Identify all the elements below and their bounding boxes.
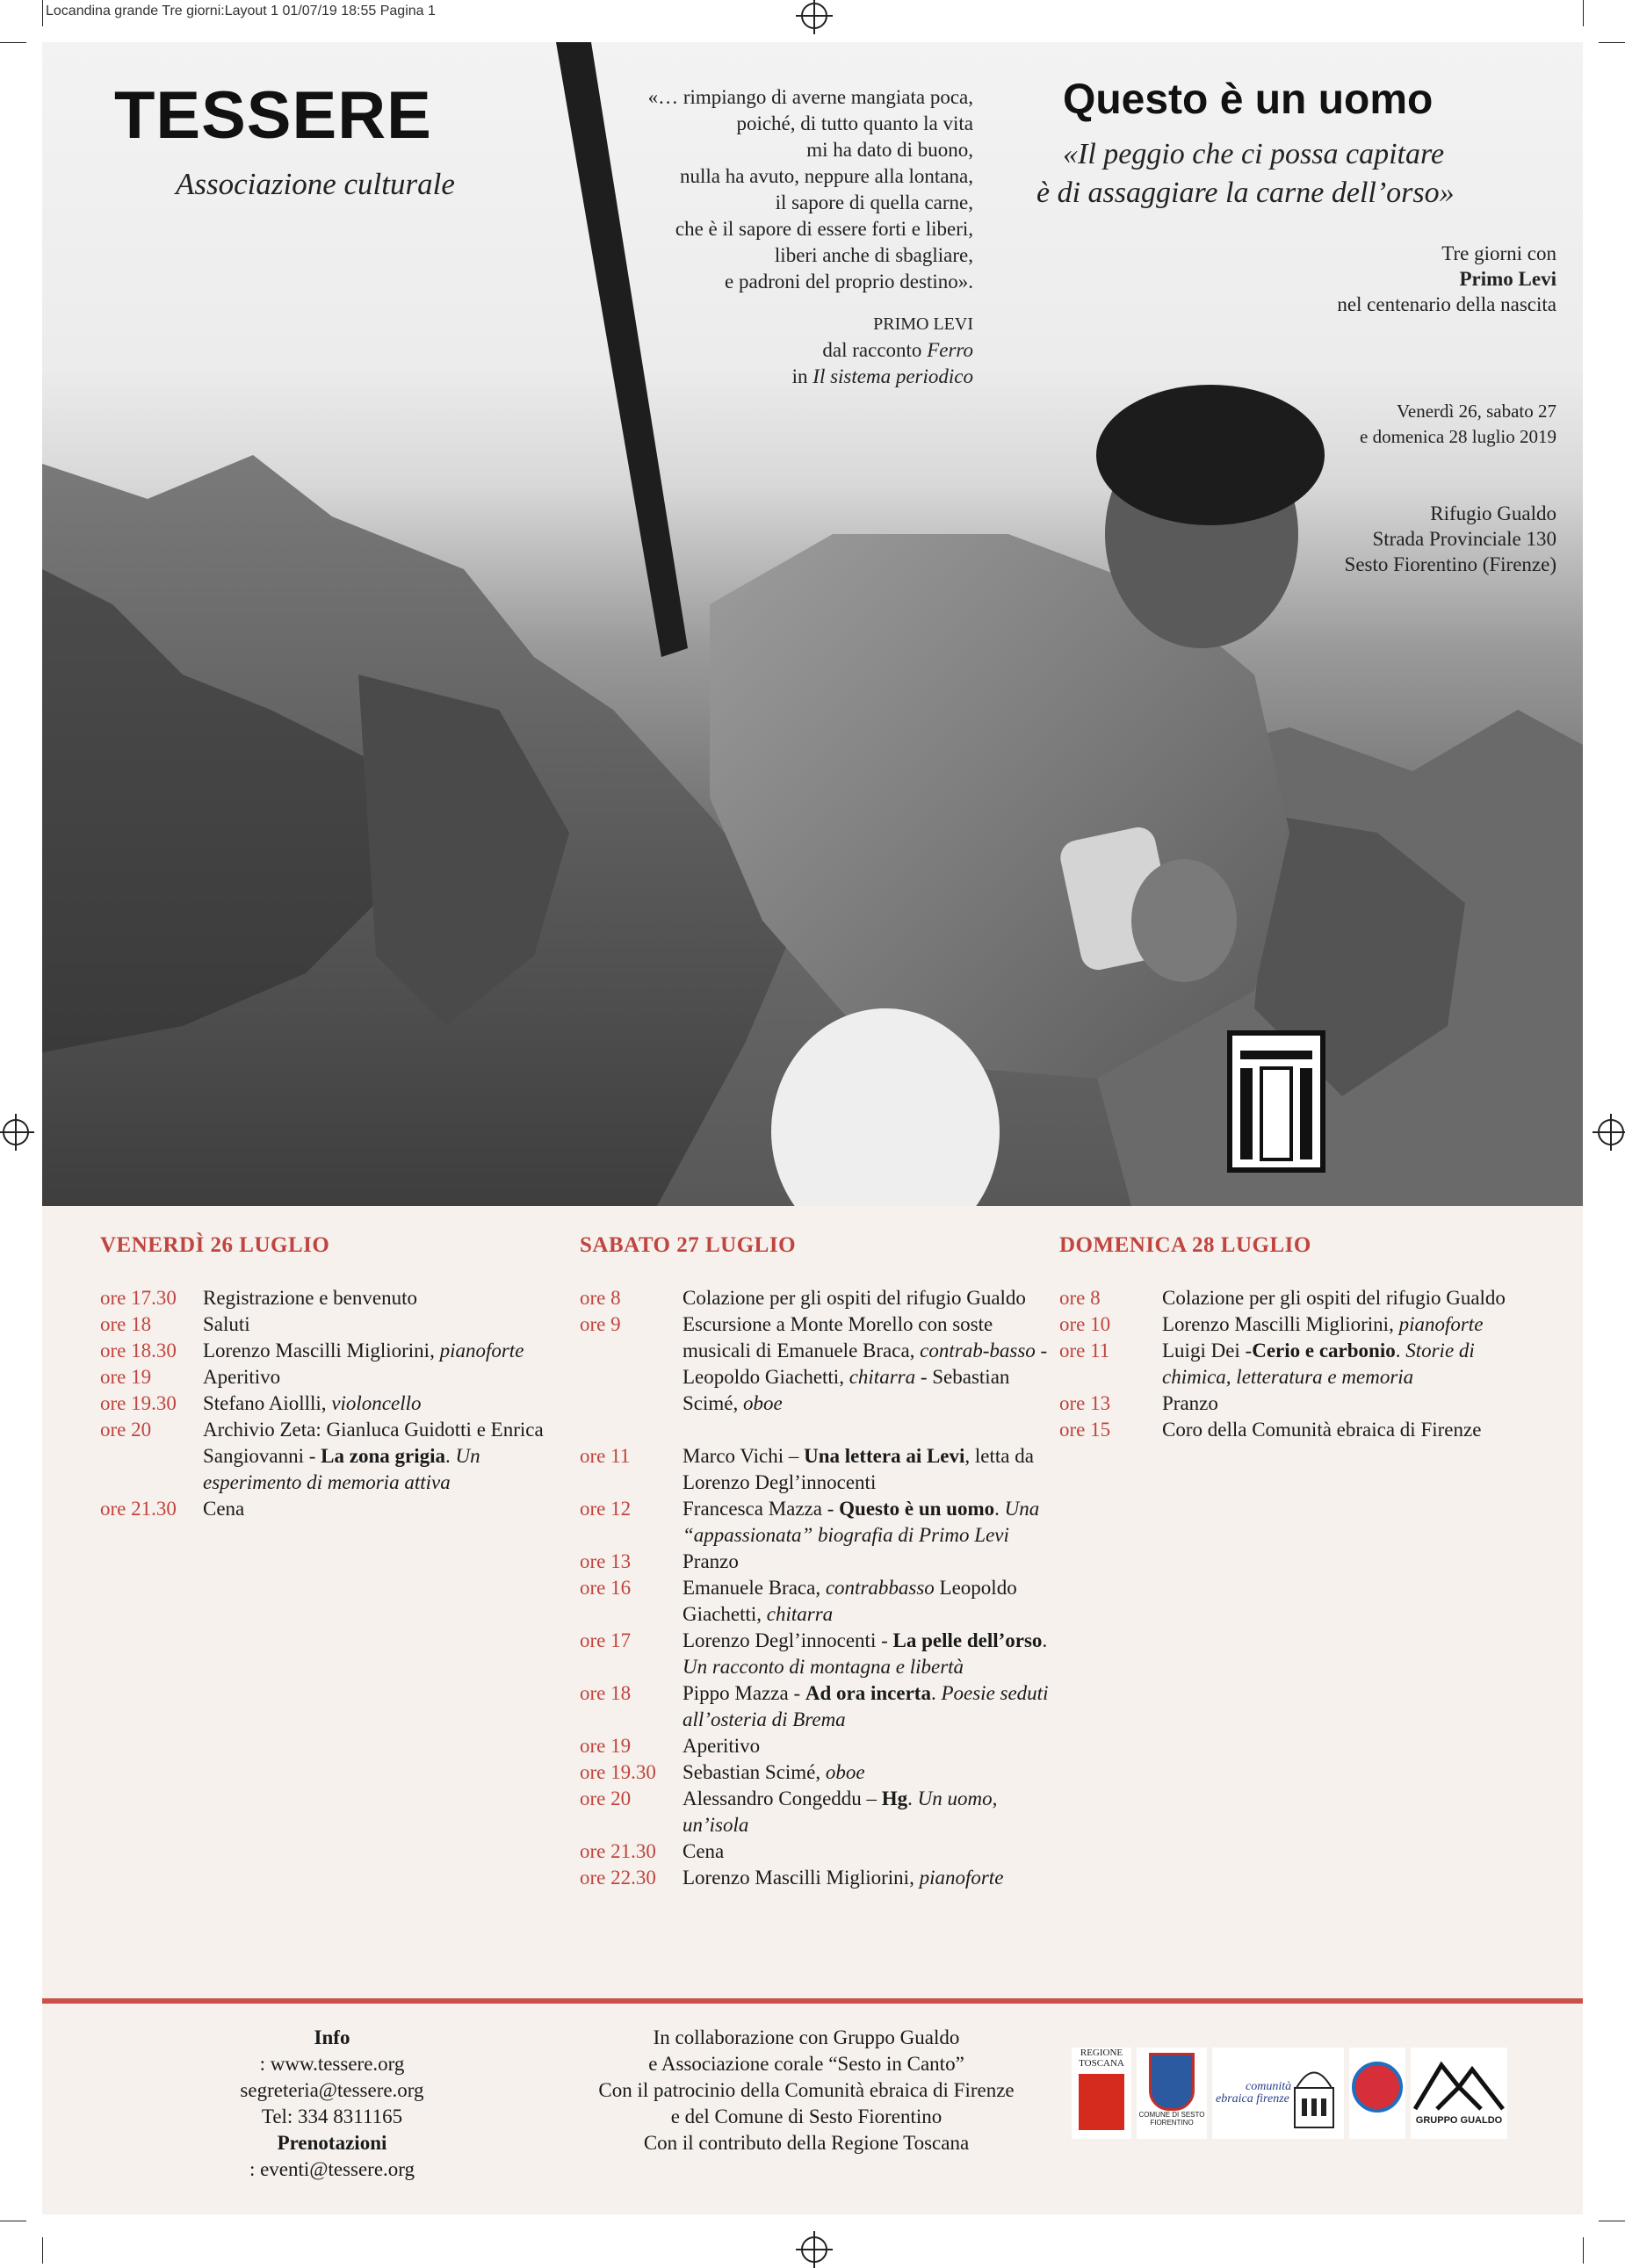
schedule-item	[100, 1311, 574, 1338]
event-place: Rifugio Gualdo Strada Provinciale 130 Sesto Fiorentino (Firenze)	[1344, 502, 1556, 575]
schedule-item	[580, 1311, 1054, 1417]
schedule-time: ore 8	[1059, 1287, 1101, 1309]
spacer	[580, 1417, 1054, 1443]
schedule-activity	[682, 1285, 1054, 1311]
pegasus-icon	[1079, 2074, 1124, 2130]
activity-text: chitarra	[849, 1366, 916, 1388]
activity-text: chitarra	[766, 1603, 834, 1625]
sesto-in-canto-logo	[1349, 2048, 1405, 2139]
schedule-item	[580, 1285, 1054, 1311]
activity-text: .	[1042, 1629, 1048, 1651]
schedule-item	[100, 1496, 574, 1522]
activity-text: Cena	[203, 1498, 245, 1520]
activity-text: Escursione a Monte Morello con soste musicali di Emanuele Braca,	[682, 1313, 993, 1362]
registration-mark-icon	[1598, 1119, 1624, 1145]
activity-text: Luigi Dei -	[1162, 1340, 1253, 1362]
quote-line: il sapore di quella carne,	[775, 191, 973, 213]
org-title: TESSERE	[114, 78, 432, 153]
schedule-activity	[682, 1443, 1054, 1496]
activity-text: Pippo Mazza -	[682, 1682, 805, 1704]
schedule-item	[1059, 1338, 1534, 1390]
activity-text: Cerio e carbonio	[1252, 1340, 1396, 1362]
registration-mark-icon	[801, 2236, 827, 2263]
quote-author: PRIMO LEVI	[873, 314, 973, 334]
quote-line: poiché, di tutto quanto la vita	[736, 112, 973, 134]
day-column-sunday	[1059, 1232, 1534, 1443]
schedule-item	[100, 1417, 574, 1496]
activity-text: oboe	[825, 1761, 865, 1783]
schedule-activity	[682, 1865, 1054, 1891]
activity-text: Lorenzo Mascilli Migliorini,	[682, 1867, 920, 1889]
schedule-time: ore 18	[100, 1313, 152, 1335]
schedule-item	[580, 1759, 1054, 1786]
schedule-item	[100, 1390, 574, 1417]
booking-email[interactable]: : eventi@tessere.org	[249, 2158, 415, 2180]
crop-mark	[42, 0, 43, 26]
day-heading: SABATO 27 LUGLIO	[580, 1233, 797, 1257]
schedule-time: ore 10	[1059, 1313, 1111, 1335]
activity-text: pianoforte	[919, 1867, 1004, 1889]
schedule-item	[580, 1733, 1054, 1759]
booking-label: Prenotazioni	[277, 2132, 387, 2154]
activity-text: Saluti	[203, 1313, 250, 1335]
activity-text: Emanuele Braca,	[682, 1577, 826, 1599]
crop-mark	[1583, 0, 1584, 26]
quote-source-2: in Il sistema periodico	[791, 365, 973, 387]
activity-text: Lorenzo Mascilli Migliorini,	[1162, 1313, 1399, 1335]
schedule-activity	[682, 1496, 1054, 1549]
registration-mark-icon	[3, 1119, 29, 1145]
mountain-icon	[1411, 2048, 1507, 2118]
schedule-time: ore 19.30	[100, 1392, 177, 1414]
activity-text: .	[994, 1498, 1005, 1520]
activity-text: Colazione per gli ospiti del rifugio Gualdo	[682, 1287, 1026, 1309]
schedule-activity	[682, 1786, 1054, 1838]
quote-line: liberi anche di sbagliare,	[774, 244, 973, 266]
quote-line: «… rimpiango di averne mangiata poca,	[647, 86, 973, 108]
crop-mark	[0, 42, 26, 43]
activity-text: Storie di chimica, letteratura e memoria	[1162, 1340, 1475, 1388]
activity-text: - Leopoldo Giachetti,	[682, 1340, 1048, 1388]
schedule-item	[580, 1628, 1054, 1680]
activity-text: pianoforte	[1398, 1313, 1484, 1335]
gruppo-gualdo-logo: GRUPPO GUALDO	[1411, 2048, 1507, 2139]
activity-text: .	[930, 1682, 942, 1704]
schedule-item	[580, 1680, 1054, 1733]
schedule-item	[580, 1865, 1054, 1891]
activity-text: .	[445, 1445, 456, 1467]
schedule-activity	[203, 1285, 574, 1311]
activity-text: La zona grigia	[321, 1445, 445, 1467]
activity-text: Cena	[682, 1840, 725, 1862]
activity-text: Pranzo	[1162, 1392, 1218, 1414]
activity-text: Alessandro Congeddu –	[682, 1788, 882, 1809]
schedule-time: ore 16	[580, 1577, 632, 1599]
event-dates: Venerdì 26, sabato 27 e domenica 28 luglio 2019	[1360, 401, 1556, 447]
schedule-time: ore 17.30	[100, 1287, 177, 1309]
activity-text: Archivio Zeta: Gianluca Guidotti e Enrica Sangiovanni -	[203, 1419, 544, 1467]
schedule-item	[580, 1838, 1054, 1865]
schedule-activity	[1162, 1390, 1534, 1417]
schedule-activity	[1162, 1285, 1534, 1311]
quote-line: e padroni del proprio destino».	[725, 271, 973, 293]
tre-giorni: Tre giorni con Primo Levi nel centenario della nascita	[1337, 242, 1556, 315]
synagogue-icon	[1288, 2053, 1340, 2132]
activity-text: contrabbasso	[825, 1577, 935, 1599]
activity-text: Stefano Aiollli,	[203, 1392, 332, 1414]
schedule-item	[580, 1549, 1054, 1575]
day-column-saturday	[580, 1232, 1054, 1891]
schedule-time: ore 8	[580, 1287, 621, 1309]
regione-toscana-logo: REGIONE TOSCANA	[1072, 2048, 1131, 2139]
activity-text: Colazione per gli ospiti del rifugio Gualdo	[1162, 1287, 1506, 1309]
comunita-ebraica-logo: comunità ebraica firenze	[1212, 2048, 1344, 2139]
schedule-time: ore 13	[580, 1550, 632, 1572]
activity-text: Marco Vichi –	[682, 1445, 805, 1467]
schedule-time: ore 17	[580, 1629, 632, 1651]
event-title: Questo è un uomo	[1063, 76, 1434, 123]
print-slug: Locandina grande Tre giorni:Layout 1 01/07/19 18:55 Pagina 1	[46, 4, 436, 18]
activity-text: Un racconto di montagna e libertà	[682, 1656, 964, 1678]
quote-line: che è il sapore di essere forti e liberi,	[675, 218, 973, 240]
crop-mark	[1583, 2237, 1584, 2264]
activity-text: Aperitivo	[203, 1366, 281, 1388]
activity-text: Un esperimento di memoria attiva	[203, 1445, 480, 1493]
crest-icon	[1149, 2053, 1195, 2111]
comune-sesto-logo: COMUNE DI SESTO FIORENTINO	[1137, 2048, 1207, 2139]
schedule-activity	[203, 1496, 574, 1522]
schedule-time: ore 13	[1059, 1392, 1111, 1414]
schedule-activity	[682, 1680, 1054, 1733]
sponsor-logos	[1072, 2048, 1528, 2144]
schedule-item	[580, 1443, 1054, 1496]
schedule-item	[1059, 1285, 1534, 1311]
schedule-time: ore 11	[580, 1445, 631, 1467]
schedule-time: ore 19	[580, 1735, 632, 1757]
schedule-activity	[1162, 1417, 1534, 1443]
schedule-item	[100, 1285, 574, 1311]
schedule-activity	[203, 1390, 574, 1417]
day-column-friday	[100, 1232, 574, 1522]
activity-text: Una lettera ai Levi	[804, 1445, 965, 1467]
contact-info	[95, 2025, 569, 2183]
schedule-activity	[682, 1759, 1054, 1786]
schedule-time: ore 9	[580, 1313, 621, 1335]
activity-text: Ad ora incerta	[805, 1682, 931, 1704]
activity-text: Sebastian Scimé,	[682, 1761, 826, 1783]
quote-line: mi ha dato di buono,	[806, 139, 973, 161]
activity-text: Lorenzo Mascilli Migliorini,	[203, 1340, 440, 1362]
activity-text: Una “appassionata” biografia di Primo Levi	[682, 1498, 1040, 1546]
schedule-item	[1059, 1390, 1534, 1417]
activity-text: Aperitivo	[682, 1735, 761, 1757]
activity-text: contrab-basso	[920, 1340, 1036, 1362]
activity-text: Pranzo	[682, 1550, 739, 1572]
schedule-item	[100, 1364, 574, 1390]
schedule-activity	[203, 1338, 574, 1364]
day-heading: DOMENICA 28 LUGLIO	[1059, 1233, 1311, 1257]
activity-text: .	[907, 1788, 918, 1809]
schedule-activity	[203, 1364, 574, 1390]
schedule-activity	[682, 1549, 1054, 1575]
schedule-item	[1059, 1417, 1534, 1443]
schedule-item	[100, 1338, 574, 1364]
crop-mark	[42, 2237, 43, 2264]
schedule-time: ore 21.30	[100, 1498, 177, 1520]
schedule-time: ore 22.30	[580, 1867, 656, 1889]
schedule-time: ore 11	[1059, 1340, 1110, 1362]
schedule-activity	[1162, 1311, 1534, 1338]
program-section	[42, 1206, 1583, 2214]
activity-text: Francesca Mazza -	[682, 1498, 840, 1520]
org-subtitle: Associazione culturale	[176, 167, 455, 201]
schedule-time: ore 15	[1059, 1419, 1111, 1441]
schedule-activity	[682, 1575, 1054, 1628]
schedule-activity	[203, 1417, 574, 1496]
registration-mark-icon	[801, 3, 827, 29]
schedule-activity	[682, 1838, 1054, 1865]
activity-text: , letta da Lorenzo Degl’innocenti	[682, 1445, 1034, 1493]
quote-block	[492, 84, 973, 390]
activity-text: Coro della Comunità ebraica di Firenze	[1162, 1419, 1482, 1441]
contact-phone: Tel: 334 8311165	[261, 2105, 403, 2127]
crop-mark	[1599, 42, 1625, 43]
schedule-time: ore 18	[580, 1682, 632, 1704]
schedule-time: ore 20	[580, 1788, 632, 1809]
schedule-time: ore 19.30	[580, 1761, 656, 1783]
activity-text: violoncello	[331, 1392, 422, 1414]
activity-text: .	[1395, 1340, 1406, 1362]
activity-text: La pelle dell’orso	[892, 1629, 1043, 1651]
collaboration-credits: In collaborazione con Gruppo Gualdo e Associazione corale “Sesto in Canto” Con il patrocinio della Comunità ebraica di Firenze e del Comune di Sesto Fiorentino Con il contributo della Regione Toscana	[598, 2026, 1015, 2154]
activity-text: Registrazione e benvenuto	[203, 1287, 417, 1309]
activity-text: oboe	[743, 1392, 783, 1414]
activity-text: Poesie seduti all’osteria di Brema	[682, 1682, 1049, 1730]
day-heading: VENERDÌ 26 LUGLIO	[100, 1233, 330, 1257]
quote-line: nulla ha avuto, neppure alla lontana,	[679, 165, 973, 187]
schedule-item	[580, 1575, 1054, 1628]
hero-photo	[42, 42, 1583, 1206]
activity-text: pianoforte	[439, 1340, 524, 1362]
contact-email[interactable]: segreteria@tessere.org	[240, 2079, 424, 2101]
schedule-time: ore 20	[100, 1419, 152, 1441]
schedule-activity	[682, 1311, 1054, 1417]
schedule-time: ore 21.30	[580, 1840, 656, 1862]
schedule-activity	[682, 1628, 1054, 1680]
schedule-item	[580, 1496, 1054, 1549]
schedule-time: ore 18.30	[100, 1340, 177, 1362]
schedule-activity	[682, 1733, 1054, 1759]
info-label: Info	[314, 2026, 350, 2048]
activity-text: Un uomo, un’isola	[682, 1788, 998, 1836]
schedule-time: ore 19	[100, 1366, 152, 1388]
divider-line	[42, 1998, 1583, 2004]
schedule-activity	[203, 1311, 574, 1338]
schedule-item	[580, 1786, 1054, 1838]
info-site[interactable]: : www.tessere.org	[259, 2053, 405, 2075]
activity-text: - Sebastian Scimé,	[682, 1366, 1010, 1414]
activity-text: Lorenzo Degl’innocenti -	[682, 1629, 893, 1651]
schedule-time: ore 12	[580, 1498, 632, 1520]
schedule-activity	[1162, 1338, 1534, 1390]
event-subtitle: «Il peggio che ci possa capitare è di assaggiare la carne dell’orso»	[1036, 138, 1455, 209]
activity-text: Leopoldo Giachetti,	[682, 1577, 1017, 1625]
schedule-item	[1059, 1311, 1534, 1338]
activity-text: Questo è un uomo	[839, 1498, 995, 1520]
quote-source-1: dal racconto Ferro	[822, 339, 973, 361]
activity-text: Hg	[881, 1788, 908, 1809]
